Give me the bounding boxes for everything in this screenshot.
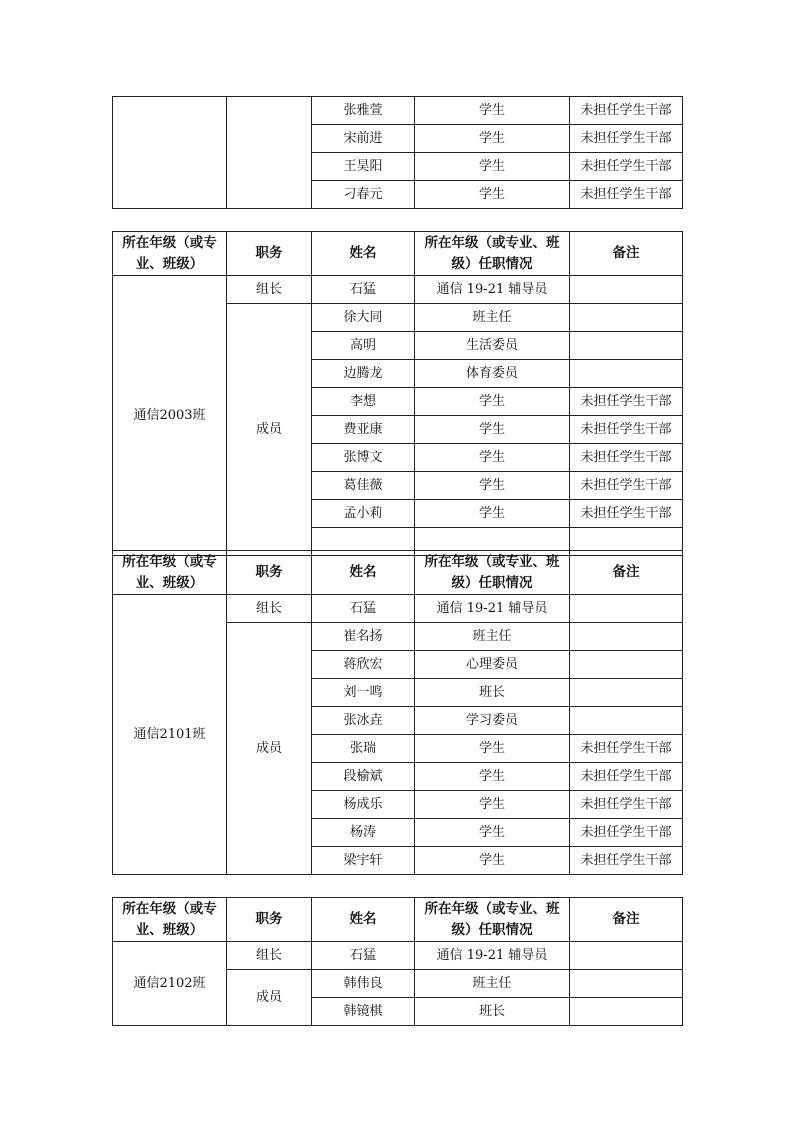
name-cell: 徐大同 [312,304,415,332]
header-grade: 所在年级（或专业、班级） [113,551,227,595]
remark-cell [570,707,683,735]
remark-cell: 未担任学生干部 [570,153,683,181]
header-position: 所在年级（或专业、班级）任职情况 [415,898,570,942]
name-cell: 费亚康 [312,416,415,444]
position-cell: 学生 [415,416,570,444]
class-cell: 通信2101班 [113,595,227,875]
class-cell: 通信2003班 [113,276,227,556]
header-remark: 备注 [570,898,683,942]
name-cell: 张雅萱 [312,97,415,125]
position-cell: 体育委员 [415,360,570,388]
remark-cell: 未担任学生干部 [570,444,683,472]
position-cell: 学生 [415,500,570,528]
position-cell: 班主任 [415,623,570,651]
position-cell: 通信 19-21 辅导员 [415,276,570,304]
class-cell: 通信2102班 [113,942,227,1026]
name-cell: 韩伟良 [312,970,415,998]
duty-cell: 成员 [227,970,312,1026]
table-header-row [113,551,683,595]
position-cell: 通信 19-21 辅导员 [415,942,570,970]
position-cell: 学生 [415,763,570,791]
remark-cell: 未担任学生干部 [570,388,683,416]
header-duty: 职务 [227,551,312,595]
name-cell: 边腾龙 [312,360,415,388]
remark-cell [570,942,683,970]
name-cell: 宋前进 [312,125,415,153]
remark-cell [570,595,683,623]
remark-cell [570,360,683,388]
name-cell: 王昊阳 [312,153,415,181]
position-cell: 班主任 [415,970,570,998]
remark-cell [570,332,683,360]
remark-cell: 未担任学生干部 [570,416,683,444]
name-cell: 杨涛 [312,819,415,847]
position-cell: 学生 [415,735,570,763]
header-grade: 所在年级（或专业、班级） [113,232,227,276]
name-cell: 张瑞 [312,735,415,763]
remark-cell: 未担任学生干部 [570,763,683,791]
header-remark: 备注 [570,551,683,595]
position-cell: 学生 [415,847,570,875]
table-header-row [113,898,683,942]
position-cell: 班主任 [415,304,570,332]
position-cell: 学生 [415,819,570,847]
remark-cell [570,651,683,679]
remark-cell: 未担任学生干部 [570,500,683,528]
position-cell: 学习委员 [415,707,570,735]
duty-cell: 组长 [227,595,312,623]
name-cell: 葛佳薇 [312,472,415,500]
position-cell: 学生 [415,472,570,500]
leader-row [113,942,683,970]
name-cell: 梁宇轩 [312,847,415,875]
name-cell: 杨成乐 [312,791,415,819]
roster-table-2102 [112,897,683,1026]
name-cell: 高明 [312,332,415,360]
name-cell: 崔名扬 [312,623,415,651]
remark-cell: 未担任学生干部 [570,125,683,153]
position-cell: 班长 [415,998,570,1026]
name-cell: 李想 [312,388,415,416]
name-cell: 韩镜棋 [312,998,415,1026]
duty-cell: 成员 [227,623,312,875]
duty-cell: 成员 [227,304,312,556]
remark-cell [570,304,683,332]
name-cell: 石猛 [312,942,415,970]
name-cell: 孟小莉 [312,500,415,528]
remark-cell [570,970,683,998]
leader-row [113,595,683,623]
name-cell: 石猛 [312,595,415,623]
remark-cell: 未担任学生干部 [570,847,683,875]
roster-table-2101 [112,550,683,875]
duty-cell: 组长 [227,942,312,970]
roster-table-continued [112,96,683,209]
header-duty: 职务 [227,232,312,276]
remark-cell [570,679,683,707]
position-cell: 学生 [415,181,570,209]
header-position: 所在年级（或专业、班级）任职情况 [415,232,570,276]
remark-cell [570,276,683,304]
header-name: 姓名 [312,551,415,595]
header-duty: 职务 [227,898,312,942]
header-remark: 备注 [570,232,683,276]
remark-cell [570,623,683,651]
leader-row [113,276,683,304]
position-cell: 学生 [415,125,570,153]
roster-table-2003 [112,231,683,556]
position-cell: 班长 [415,679,570,707]
position-cell: 学生 [415,153,570,181]
position-cell: 学生 [415,388,570,416]
name-cell: 段榆斌 [312,763,415,791]
remark-cell: 未担任学生干部 [570,791,683,819]
header-position: 所在年级（或专业、班级）任职情况 [415,551,570,595]
table-row [113,97,683,125]
header-name: 姓名 [312,232,415,276]
position-cell: 学生 [415,97,570,125]
name-cell: 刘一鸣 [312,679,415,707]
position-cell: 学生 [415,791,570,819]
remark-cell [570,998,683,1026]
remark-cell: 未担任学生干部 [570,97,683,125]
duty-cell [227,97,312,209]
position-cell: 通信 19-21 辅导员 [415,595,570,623]
name-cell: 张博文 [312,444,415,472]
name-cell: 刁春元 [312,181,415,209]
remark-cell: 未担任学生干部 [570,472,683,500]
table-header-row [113,232,683,276]
remark-cell: 未担任学生干部 [570,181,683,209]
name-cell: 张冰垚 [312,707,415,735]
header-grade: 所在年级（或专业、班级） [113,898,227,942]
position-cell: 心理委员 [415,651,570,679]
class-cell [113,97,227,209]
remark-cell: 未担任学生干部 [570,819,683,847]
name-cell: 蒋欣宏 [312,651,415,679]
header-name: 姓名 [312,898,415,942]
remark-cell: 未担任学生干部 [570,735,683,763]
duty-cell: 组长 [227,276,312,304]
name-cell: 石猛 [312,276,415,304]
position-cell: 学生 [415,444,570,472]
position-cell: 生活委员 [415,332,570,360]
